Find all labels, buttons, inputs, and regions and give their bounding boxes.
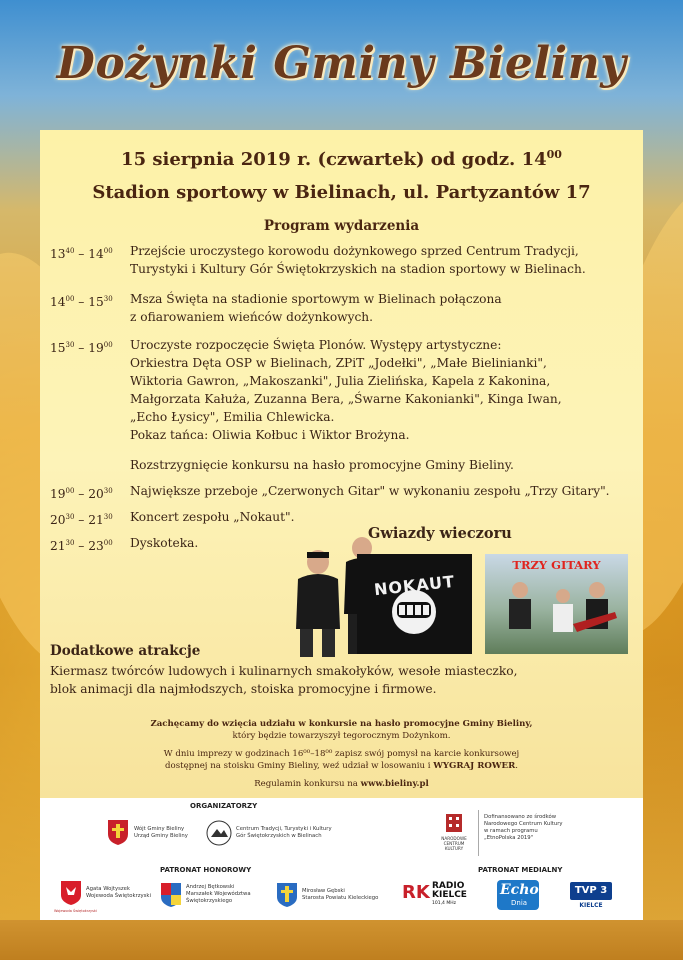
poster-title: Dożynki Gminy Bieliny [56,38,627,89]
band-photo-icon [485,554,628,654]
main-panel [40,130,643,798]
contest-info: Zachęcamy do wzięcia udziału w konkursie na hasło promocyjne Gminy Bieliny, który będzie towarzyszył tegorocznym Dożynkom. W dniu imprezy w godzinach 16⁰⁰–18⁰⁰ zapisz swój pomysł na karcie konkursowej dostępnej na stoisku Gminy Bieliny, weź udział w losowaniu i WYGRAJ ROWER. Regulamin konkursu na www.bieliny.pl [150,719,533,789]
radio-kielce-frequency: 101,4 MHz [432,901,456,906]
extras-text: Kiermasz twórców ludowych i kulinarnych smakołyków, wesołe miasteczko, blok animacji dla najmłodszych, stoiska promocyjne i firmowe. [50,664,518,696]
program-time: $14^{00} - 15^{30}$ [50,295,113,310]
venue-line: Stadion sportowy w Bielinach, ul. Partyzantów 17 [92,182,591,203]
program-description: Koncert zespołu „Nokaut". [130,510,295,524]
program-description: Przejście uroczystego korowodu dożynkowego sprzed Centrum Tradycji, Turystyki i Kultury Gór Świętokrzyskich na stadion sportowy w Bielinach. [130,244,586,276]
program-description: Dyskoteka. [130,536,199,550]
program-time: $13^{40} - 14^{00}$ [50,247,113,262]
bottom-wheat-band [0,920,683,960]
trzy-gitary-photo [485,554,628,654]
centrum-tradycji-logo-icon [206,820,232,846]
honorary-patronage-label: PATRONAT HONOROWY [160,866,252,874]
divider [478,810,479,856]
organizers-label: ORGANIZATORZY [190,802,258,810]
radio-kielce-rk-icon: RK [402,882,430,903]
date-line: 15 sierpnia 2019 r. (czwartek) od godz. $14^{00}$ [121,148,562,170]
program-description: Rozstrzygnięcie konkursu na hasło promocyjne Gminy Bieliny. [130,458,514,472]
honorary-patron-2: Andrzej Bętkowski Marszałek Województwa Świętokrzyskiego [186,884,251,904]
wojewoda-emblem-label: Wojewoda Świętokrzyski [54,909,97,913]
program-description: Msza Święta na stadionie sportowym w Bielinach połączona z ofiarowaniem wieńców dożynkowych. [130,292,502,324]
powiat-kielecki-coat-of-arms-icon [276,882,298,908]
organizer-2: Centrum Tradycji, Turystyki i Kultury Gór Świętokrzyskich w Bielinach [236,826,332,839]
trzy-gitary-logo-text: TRZY GITARY [512,558,601,572]
nck-logo-text: NARODOWE CENTRUM KULTURY [441,836,467,851]
stars-title: Gwiazdy wieczoru [368,525,512,542]
nck-funding-note: Dofinansowano ze środków Narodowego Centrum Kultury w ramach programu „EtnoPolska 2019" [484,814,563,841]
tvp3-logo: TVP 3 [570,882,612,900]
program-time: $19^{00} - 20^{30}$ [50,487,113,502]
bieliny-coat-of-arms-icon [106,818,130,846]
program-description: Uroczyste rozpoczęcie Święta Plonów. Występy artystyczne: Orkiestra Dęta OSP w Bielinach, ZPiT „Jodełki", „Małe Bielinianki", Wiktoria Gawron, „Makoszanki", Julia Zielińska, Kapela z Kakonina, Małgorzata Kałuża, Zuzanna Bera, „Śwarne Kakonianki", Kinga Iwan, „Echo Łysicy", Emilia Chlewicka. Pokaz tańca: Oliwia Kołbuc i Wiktor Brożyna. [130,338,562,442]
polish-eagle-icon [60,880,82,906]
organizer-1: Wójt Gminy Bieliny Urząd Gminy Bieliny [134,826,188,839]
program-time: $15^{30} - 19^{00}$ [50,341,113,356]
honorary-patron-3: Mirosław Gębski Starosta Powiatu Kieleckiego [302,888,379,901]
radio-kielce-logo [402,880,472,910]
program-time: $20^{30} - 21^{30}$ [50,513,113,528]
echo-dnia-logo: Echo Dnia [497,880,539,910]
nokaut-logo-text: NOKAUT [373,571,456,600]
extras-title: Dodatkowe atrakcje [50,643,201,659]
program-time: $21^{30} - 23^{00}$ [50,539,113,554]
footer-sponsors [40,798,643,920]
radio-kielce-text: RADIO KIELCE [432,881,467,900]
program-title: Program wydarzenia [263,218,420,234]
fist-icon [357,554,472,654]
nck-logo-icon [444,812,464,834]
tvp3-city: KIELCE [579,902,603,909]
program-description: Największe przeboje „Czerwonych Gitar" w wykonaniu zespołu „Trzy Gitary". [130,484,610,498]
honorary-patron-1: Agata Wojtyszek Wojewoda Świętokrzyski [86,886,151,899]
media-patronage-label: PATRONAT MEDIALNY [478,866,563,874]
swietokrzyskie-coat-of-arms-icon [160,882,182,908]
nokaut-logo-box [357,554,472,654]
